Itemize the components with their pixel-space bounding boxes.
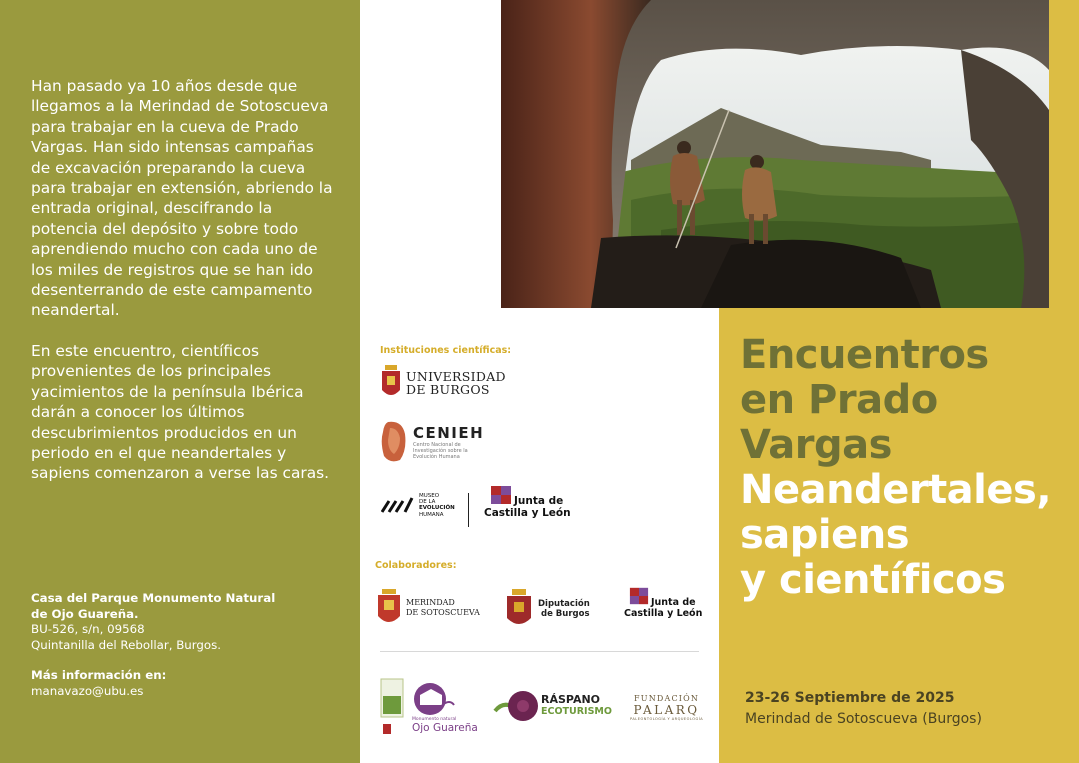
logo-divider bbox=[468, 493, 469, 527]
ojo-guarena-logo bbox=[380, 678, 478, 736]
junta-1-line-1: Junta de bbox=[514, 495, 564, 507]
institutions-label: Instituciones científicas: bbox=[380, 345, 512, 356]
museo-logo bbox=[381, 493, 455, 518]
junta-logo-2 bbox=[624, 586, 702, 619]
palarq-line-3: PALEONTOLOGÍA Y ARQUEOLOGÍA bbox=[630, 717, 704, 721]
raspano-berry-icon bbox=[493, 689, 539, 723]
left-panel bbox=[0, 0, 360, 763]
diputacion-line-1: Diputación bbox=[538, 599, 590, 609]
intro-text bbox=[31, 76, 336, 504]
subtitle-line-3: y científicos bbox=[740, 557, 1006, 603]
top-right-strip bbox=[1049, 0, 1079, 308]
logo-separator bbox=[380, 651, 699, 652]
subtitle-line-2: sapiens bbox=[740, 512, 910, 558]
raspano-line-1: RÁSPANO bbox=[541, 693, 601, 706]
ubu-logo bbox=[380, 364, 506, 402]
junta-2-line-2: Castilla y León bbox=[624, 608, 703, 619]
venue-address-line-2: Quintanilla del Rebollar, Burgos. bbox=[31, 637, 222, 652]
raspano-logo bbox=[493, 689, 612, 723]
diputacion-line-2: de Burgos bbox=[541, 609, 590, 619]
merindad-line-1: MERINDAD bbox=[406, 598, 455, 607]
intro-paragraph-2: En este encuentro, científicos provenientes de los principales yacimientos de la península Ibérica darán a conocer los últimos descubrimientos producidos en un periodo en el que neandertales y sapiens comenzaron a verse las caras. bbox=[31, 341, 330, 483]
event-title bbox=[740, 333, 1070, 603]
palarq-logo bbox=[630, 694, 703, 721]
merindad-crest-icon bbox=[376, 588, 402, 628]
title-line-3: Vargas bbox=[740, 422, 892, 468]
title-line-2: en Prado bbox=[740, 377, 938, 423]
ojo-line-2: Ojo Guareña bbox=[412, 721, 478, 734]
ubu-line-1: UNIVERSIDAD bbox=[406, 369, 506, 384]
raspano-line-2: ECOTURISMO bbox=[541, 706, 612, 717]
venue-info bbox=[31, 591, 351, 700]
event-place: Merindad de Sotoscueva (Burgos) bbox=[745, 711, 982, 727]
merindad-line-2: DE SOTOSCUEVA bbox=[406, 608, 480, 617]
venue-name-line-1: Casa del Parque Monumento Natural bbox=[31, 591, 276, 605]
museo-line-1: MUSEO bbox=[419, 493, 440, 499]
diputacion-crest-icon bbox=[505, 588, 533, 630]
cenieh-logo bbox=[380, 420, 484, 464]
palarq-line-2: PALARQ bbox=[633, 703, 700, 717]
cenieh-subtitle: Centro Nacional de Investigación sobre la Evolución Humana bbox=[413, 442, 468, 460]
diputacion-logo bbox=[505, 588, 590, 630]
museo-mark-icon bbox=[381, 497, 415, 513]
title-line-1: Encuentros bbox=[740, 332, 989, 378]
cover-photo bbox=[501, 0, 1049, 308]
cenieh-stone-icon bbox=[380, 420, 408, 464]
contact-email[interactable]: manavazo@ubu.es bbox=[31, 683, 144, 698]
museo-line-3: EVOLUCIÓN bbox=[419, 505, 455, 512]
junta-1-line-2: Castilla y León bbox=[484, 507, 571, 519]
ubu-line-2: DE BURGOS bbox=[406, 382, 490, 397]
junta-logo-1 bbox=[484, 485, 571, 519]
collaborators-label: Colaboradores: bbox=[375, 560, 457, 571]
ojo-guarena-mark-icon bbox=[412, 681, 456, 717]
palarq-line-1: FUNDACIÓN bbox=[634, 694, 700, 703]
merindad-logo bbox=[376, 588, 480, 628]
ojo-line-1: Monumento natural bbox=[412, 716, 457, 722]
cave-scene-image bbox=[501, 0, 1049, 308]
subtitle-line-1: Neandertales, bbox=[740, 467, 1052, 513]
cenieh-name: CENIEH bbox=[413, 424, 485, 442]
intro-paragraph-1: Han pasado ya 10 años desde que llegamos a la Merindad de Sotoscueva para trabajar en la cueva de Prado Vargas. Han sido intensas campañas de excavación preparando la cueva para trabajar en extensión, abriendo la entrada original, descifrando la potencia del depósito y sobre todo aprendiendo mucho con cada uno de los miles de registros que se han ido desenterrando de este campamento neandertal. bbox=[31, 77, 333, 320]
info-label: Más información en: bbox=[31, 668, 167, 683]
junta-2-line-1: Junta de bbox=[651, 597, 696, 608]
ubu-crest-icon bbox=[380, 364, 402, 402]
museo-line-2: DE LA bbox=[419, 499, 436, 506]
espacios-naturales-icon bbox=[380, 678, 404, 736]
venue-name-line-2: de Ojo Guareña. bbox=[31, 606, 139, 621]
museo-line-4: HUMANA bbox=[419, 511, 444, 518]
venue-address-line-1: BU-526, s/n, 09568 bbox=[31, 622, 145, 637]
event-dates: 23-26 Septiembre de 2025 bbox=[745, 690, 955, 706]
event-details bbox=[745, 688, 1065, 730]
